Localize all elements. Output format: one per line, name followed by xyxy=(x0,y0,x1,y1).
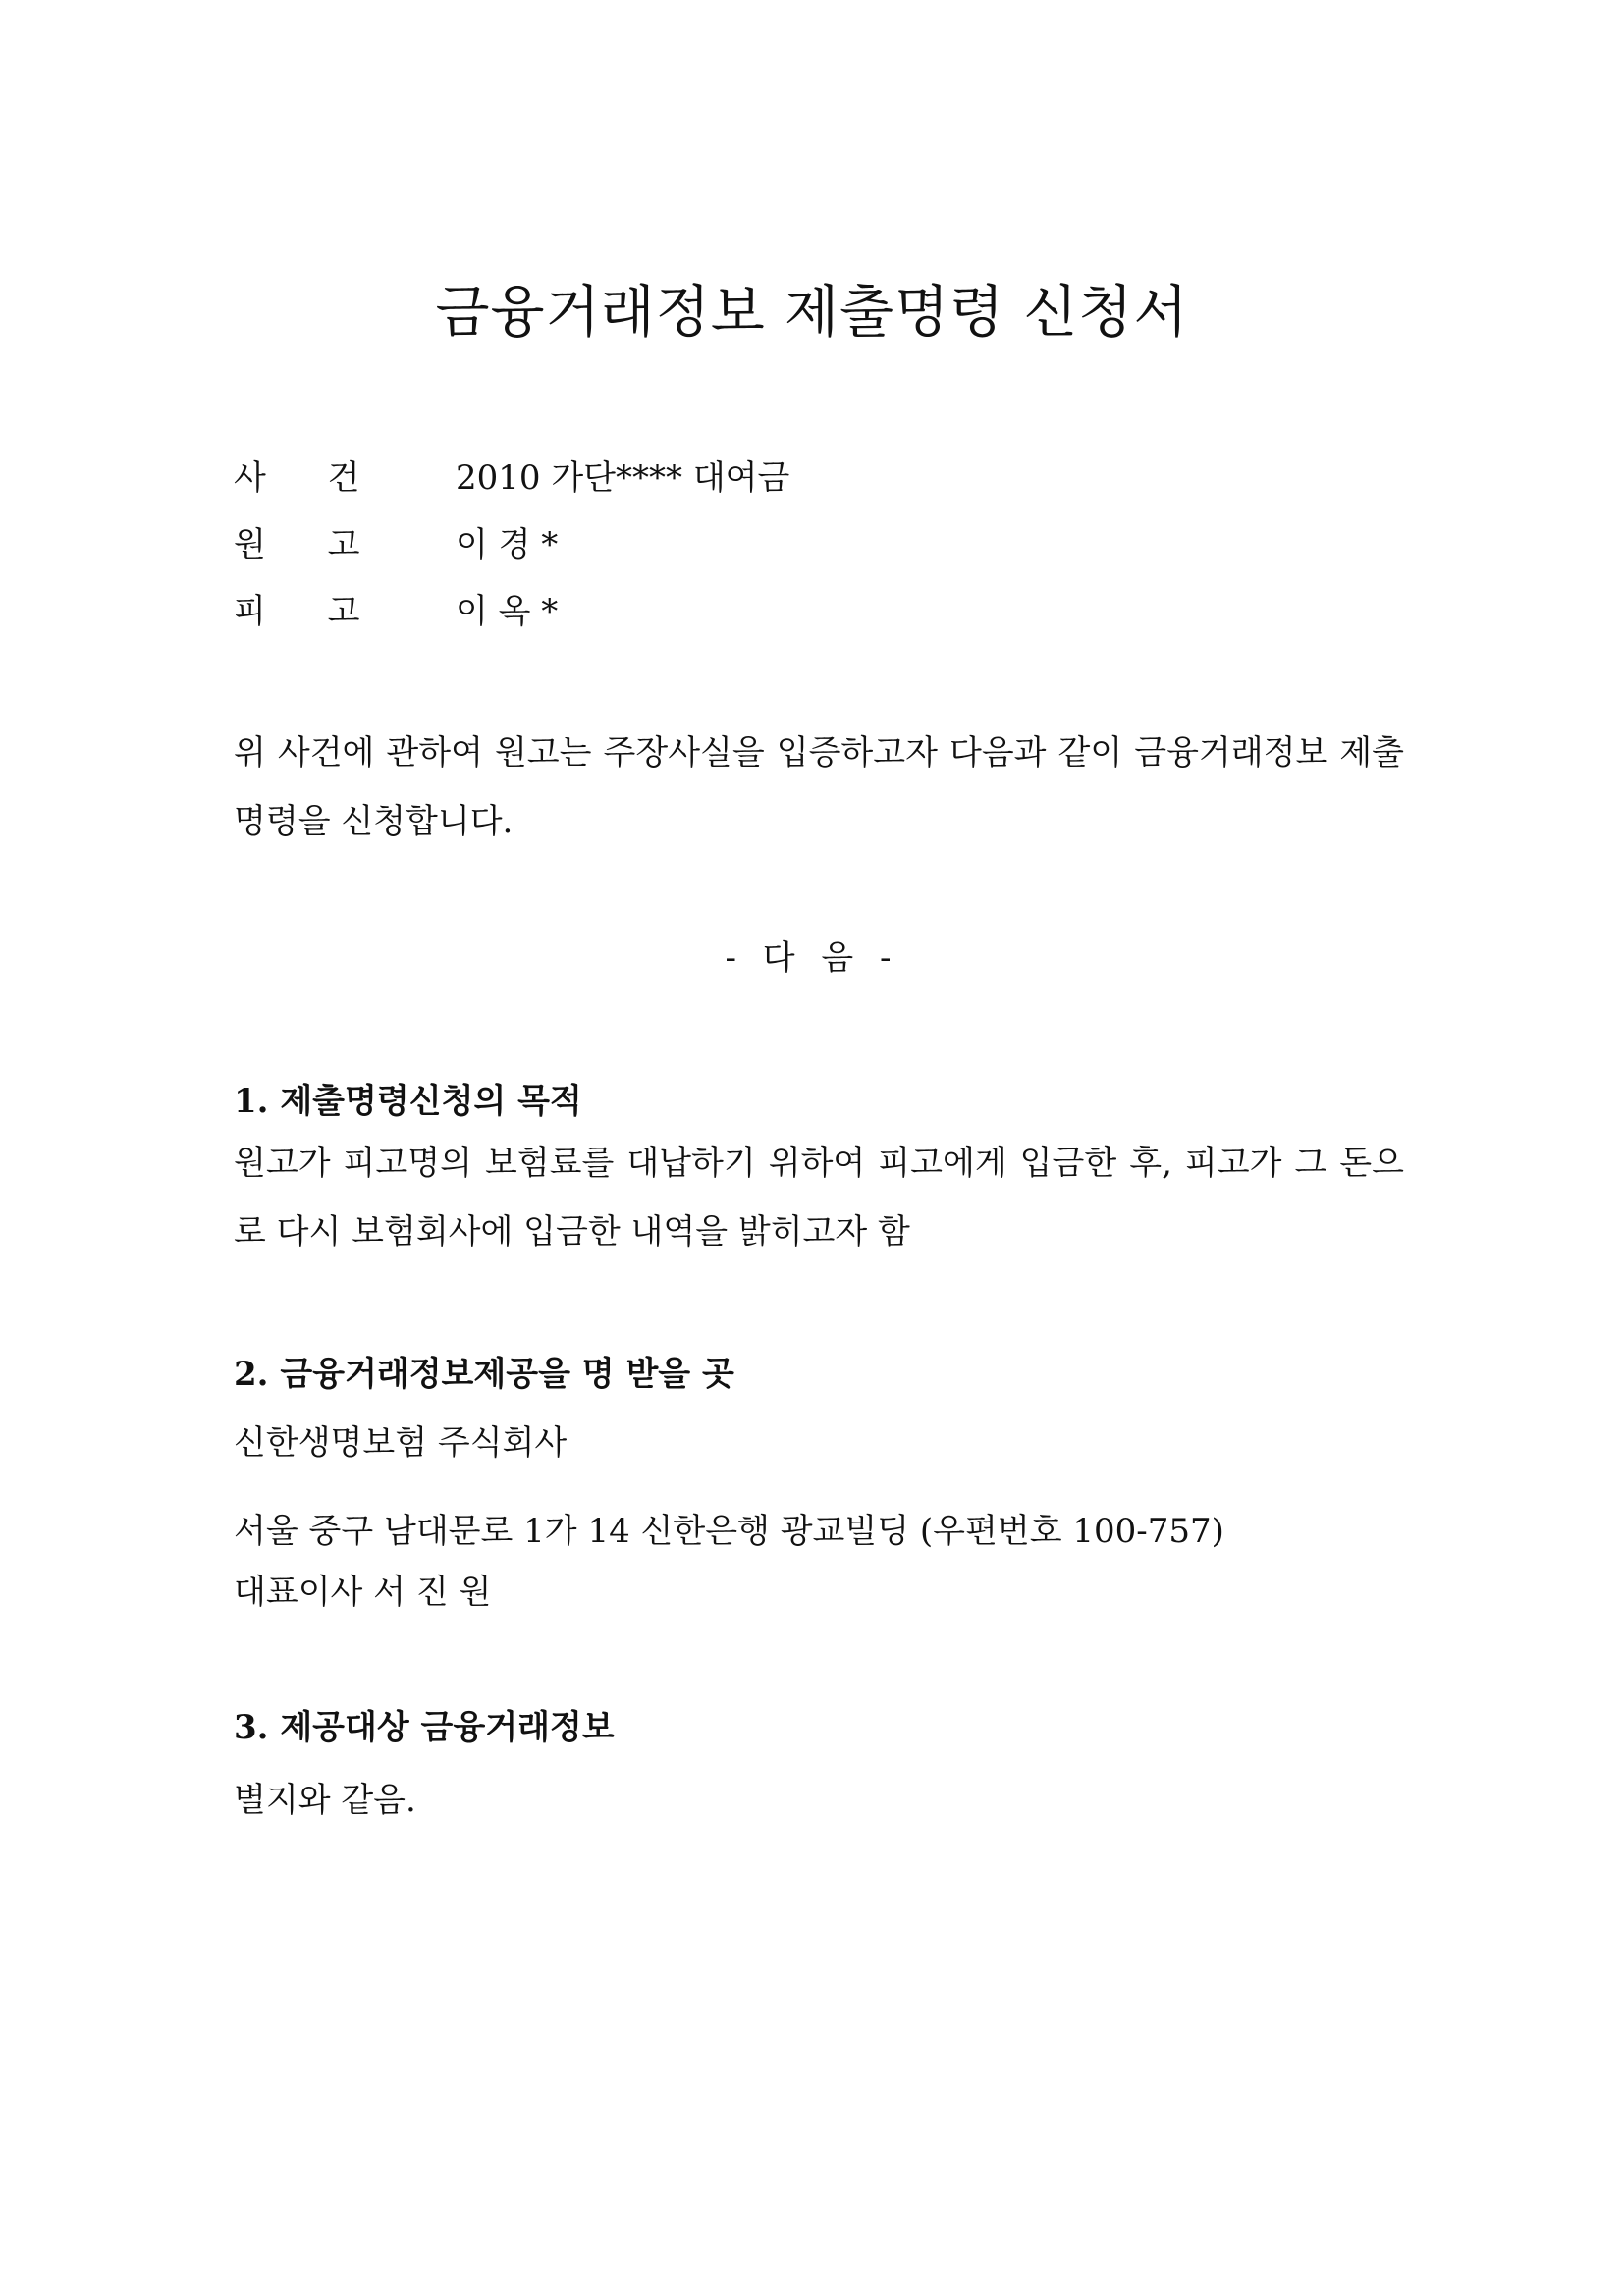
next-marker: - 다 음 - xyxy=(725,938,899,978)
section3-heading: 3. 제공대상 금융거래정보 xyxy=(234,1708,615,1747)
section2-heading: 2. 금융거래정보제공을 명 받을 곳 xyxy=(234,1355,734,1394)
case-label: 사 건 xyxy=(234,458,360,498)
defendant-value: 이 옥 * xyxy=(456,592,559,631)
section1-heading: 1. 제출명령신청의 목적 xyxy=(234,1082,582,1121)
section2-representative: 대표이사 서 진 원 xyxy=(234,1573,492,1612)
document-title: 금융거래정보 제출명령 신청서 xyxy=(435,280,1189,345)
defendant-label: 피 고 xyxy=(234,592,360,631)
intro-paragraph: 위 사건에 관하여 원고는 주장사실을 입증하고자 다음과 같이 금융거래정보 제출명령을 신청합니다. xyxy=(234,733,1404,841)
section3-body: 별지와 같음. xyxy=(234,1781,416,1820)
case-value: 2010 가단**** 대여금 xyxy=(456,458,790,498)
plaintiff-value: 이 경 * xyxy=(456,525,559,564)
section2-address: 서울 중구 남대문로 1가 14 신한은행 광교빌딩 (우편번호 100-757) xyxy=(234,1512,1224,1551)
section1-body: 원고가 피고명의 보험료를 대납하기 위하여 피고에게 입금한 후, 피고가 그 돈으로 다시 보험회사에 입금한 내역을 밝히고자 함 xyxy=(234,1144,1404,1252)
section2-company: 신한생명보험 주식회사 xyxy=(234,1423,568,1463)
plaintiff-label: 원 고 xyxy=(234,525,360,564)
